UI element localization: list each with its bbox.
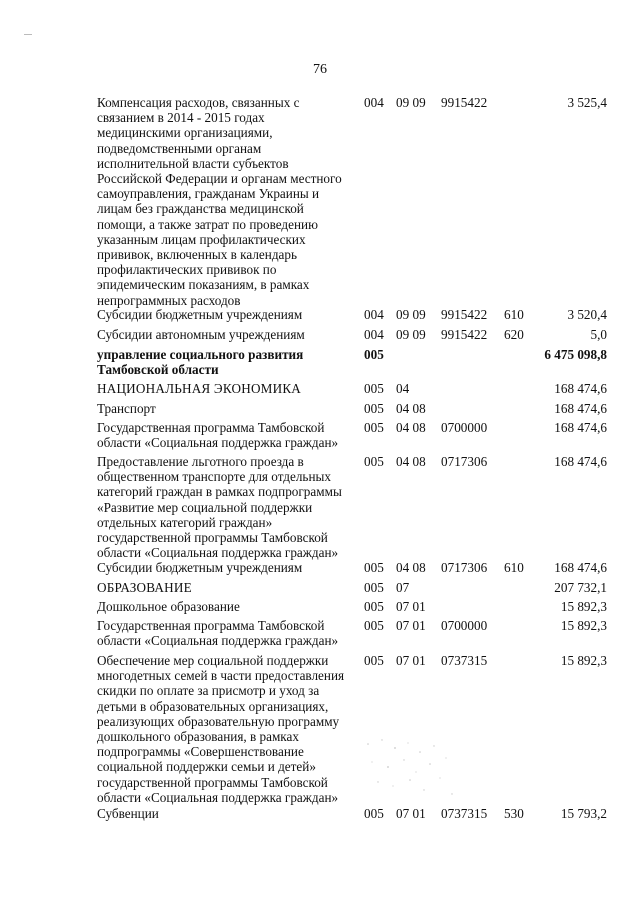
- amount: 3 525,4: [567, 95, 607, 110]
- amount: 168 474,6: [554, 454, 607, 469]
- ministry-code: 005: [364, 653, 384, 668]
- target-article-code: 9915422: [441, 307, 488, 322]
- section-code: 09 09: [396, 95, 426, 110]
- scan-noise: [360, 734, 460, 804]
- target-article-code: 0700000: [441, 420, 488, 435]
- row-description: управление социального развития Тамбовской области: [97, 347, 304, 378]
- row-description: Государственная программа Тамбовской области «Социальная поддержка граждан»: [97, 420, 339, 451]
- target-article-code: 0700000: [441, 618, 488, 633]
- expense-type-code: 530: [504, 806, 524, 821]
- section-code: 04: [396, 381, 410, 396]
- ministry-code: 005: [364, 560, 384, 575]
- ministry-code: 005: [364, 401, 384, 416]
- row-description: Субсидии бюджетным учреждениям: [97, 307, 303, 322]
- row-description: ОБРАЗОВАНИЕ: [97, 580, 192, 595]
- scan-artifact: [24, 34, 32, 35]
- target-article-code: 0737315: [441, 806, 488, 821]
- ministry-code: 005: [364, 599, 384, 614]
- ministry-code: 005: [364, 454, 384, 469]
- ministry-code: 005: [364, 618, 384, 633]
- amount: 6 475 098,8: [544, 347, 607, 362]
- ministry-code: 005: [364, 580, 384, 595]
- amount: 15 892,3: [560, 599, 607, 614]
- target-article-code: 9915422: [441, 327, 488, 342]
- amount: 168 474,6: [554, 560, 607, 575]
- target-article-code: 0717306: [441, 560, 488, 575]
- section-code: 04 08: [396, 401, 426, 416]
- row-description: Дошкольное образование: [97, 599, 240, 614]
- ministry-code: 004: [364, 307, 384, 322]
- target-article-code: 9915422: [441, 95, 488, 110]
- ministry-code: 004: [364, 95, 384, 110]
- expense-type-code: 620: [504, 327, 524, 342]
- row-description: Субсидии бюджетным учреждениям: [97, 560, 303, 575]
- section-code: 09 09: [396, 307, 426, 322]
- amount: 207 732,1: [554, 580, 607, 595]
- row-description: Компенсация расходов, связанных с связанием в 2014 - 2015 годах медицинскими организациями, подведомственными органам исполнительной власти субъектов Российской Федерации и органам местного самоуправления, гражданам Украины и лицам без гражданства медицинской помощи, а также затрат по проведению указанным лицам профилактических прививок, включенных в календарь профилактических прививок по эпидемическим показаниям, в рамках непрограммных расходов: [97, 95, 342, 308]
- amount: 168 474,6: [554, 381, 607, 396]
- amount: 15 892,3: [560, 618, 607, 633]
- row-description: НАЦИОНАЛЬНАЯ ЭКОНОМИКА: [97, 381, 302, 396]
- row-description: Обеспечение мер социальной поддержки многодетных семей в части предоставления скидки по оплате за присмотр и уход за детьми в образовательных организациях, реализующих образовательную программу дошкольного образования, в рамках подпрограммы «Совершенствование социальной поддержки семьи и детей» государственной программы Тамбовской области «Социальная поддержка граждан»: [97, 653, 345, 805]
- section-code: 07 01: [396, 806, 426, 821]
- ministry-code: 005: [364, 347, 384, 362]
- row-description: Субвенции: [97, 806, 159, 821]
- target-article-code: 0737315: [441, 653, 488, 668]
- amount: 168 474,6: [554, 420, 607, 435]
- ministry-code: 005: [364, 420, 384, 435]
- amount: 168 474,6: [554, 401, 607, 416]
- row-description: Государственная программа Тамбовской области «Социальная поддержка граждан»: [97, 618, 339, 649]
- section-code: 07 01: [396, 653, 426, 668]
- page-number: 76: [313, 62, 327, 77]
- ministry-code: 005: [364, 381, 384, 396]
- row-description: Субсидии автономным учреждениям: [97, 327, 305, 342]
- expense-type-code: 610: [504, 307, 524, 322]
- section-code: 07 01: [396, 618, 426, 633]
- amount: 3 520,4: [567, 307, 607, 322]
- amount: 15 793,2: [560, 806, 607, 821]
- target-article-code: 0717306: [441, 454, 488, 469]
- amount: 15 892,3: [560, 653, 607, 668]
- section-code: 09 09: [396, 327, 426, 342]
- section-code: 04 08: [396, 420, 426, 435]
- section-code: 07 01: [396, 599, 426, 614]
- section-code: 04 08: [396, 560, 426, 575]
- section-code: 07: [396, 580, 410, 595]
- expense-type-code: 610: [504, 560, 524, 575]
- amount: 5,0: [590, 327, 607, 342]
- ministry-code: 005: [364, 806, 384, 821]
- section-code: 04 08: [396, 454, 426, 469]
- row-description: Предоставление льготного проезда в общественном транспорте для отдельных категорий граждан в рамках подпрограммы «Развитие мер социальной поддержки отдельных категорий граждан» государственной программы Тамбовской области «Социальная поддержка граждан»: [97, 454, 342, 561]
- ministry-code: 004: [364, 327, 384, 342]
- row-description: Транспорт: [97, 401, 156, 416]
